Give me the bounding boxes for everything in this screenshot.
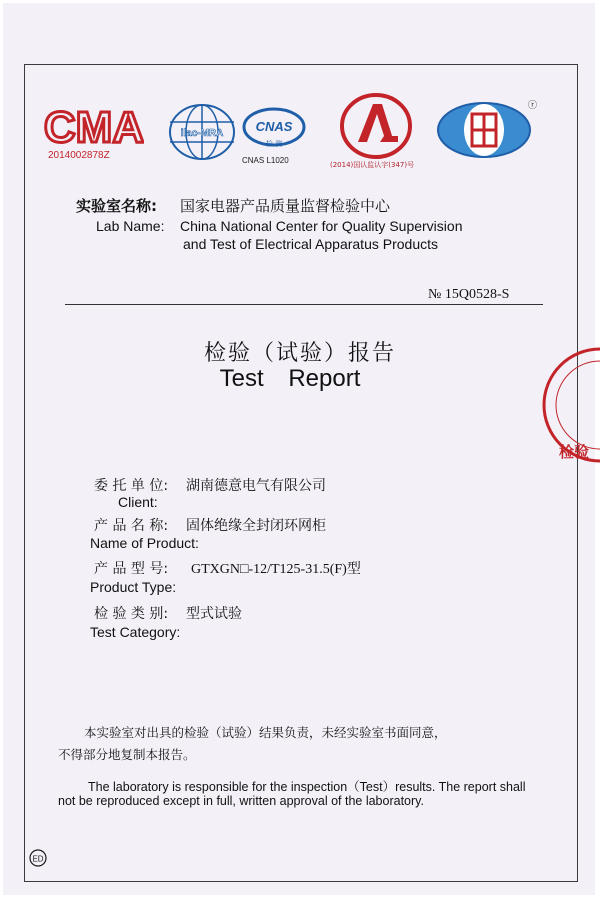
product-type-label-cn: 产 品 型 号:	[94, 561, 169, 577]
report-title-en: Test Report	[219, 365, 361, 392]
registered-mark-icon: ⓡ	[528, 101, 538, 111]
cnas-code: CNAS L1020	[242, 156, 289, 165]
report-number: № 15Q0528-S	[428, 287, 510, 302]
corner-mark-icon	[28, 848, 48, 868]
disclaimer-cn-line1: 本实验室对出具的检验（试验）结果负责，未经实验室书面同意，	[84, 725, 447, 740]
cal-registration: (2014)国认监认字(347)号	[330, 161, 415, 169]
product-type-value: GTXGN□-12/T125-31.5(F)型	[191, 562, 361, 577]
cma-logo-text: CMA	[44, 103, 144, 148]
seal-text: 检验	[559, 443, 590, 461]
disclaimer-cn-line2: 不得部分地复制本报告。	[58, 747, 196, 762]
disclaimer-en-line2: not be reproduced except in full, written approval of the laboratory.	[58, 794, 424, 808]
client-value: 湖南德意电气有限公司	[186, 478, 326, 494]
product-name-label-cn: 产 品 名 称:	[94, 518, 169, 534]
report-title-cn: 检验（试验）报告	[203, 341, 396, 366]
cma-logo-icon	[44, 98, 144, 148]
disclaimer-en-line1: The laboratory is responsible for the inspection（Test）results. The report shall	[88, 780, 526, 794]
corner-mark-text: ED	[32, 854, 44, 864]
cnas-logo-text: CNAS	[255, 119, 293, 134]
test-category-label-en: Test Category:	[90, 624, 181, 640]
cma-number: 2014002878Z	[48, 150, 110, 161]
product-name-label-en: Name of Product:	[90, 535, 199, 551]
lab-name-value-cn: 国家电器产品质量监督检验中心	[180, 197, 391, 215]
cnas-sub-text: 检 测	[265, 140, 283, 148]
client-label-cn: 委 托 单 位:	[94, 478, 169, 494]
inspection-seal-icon	[537, 340, 600, 470]
brand-emblem-icon	[434, 100, 534, 160]
lab-name-label-en: Lab Name:	[96, 218, 165, 234]
product-name-value: 固体绝缘全封闭环网柜	[186, 518, 326, 534]
client-label-en: Client:	[118, 494, 158, 510]
report-number-rule	[65, 304, 543, 305]
ilac-logo-text: ilac-MRA	[180, 128, 224, 139]
lab-name-value-en-line2: and Test of Electrical Apparatus Products	[183, 236, 438, 252]
test-category-label-cn: 检 验 类 别:	[94, 606, 169, 622]
cal-logo-icon	[336, 92, 416, 160]
lab-name-label-cn: 实验室名称:	[76, 197, 157, 215]
test-category-value: 型式试验	[186, 606, 242, 622]
product-type-label-en: Product Type:	[90, 579, 177, 595]
cnas-logo-icon	[238, 104, 310, 150]
ilac-globe-icon	[166, 102, 238, 162]
lab-name-value-en-line1: China National Center for Quality Supervision	[180, 218, 463, 234]
